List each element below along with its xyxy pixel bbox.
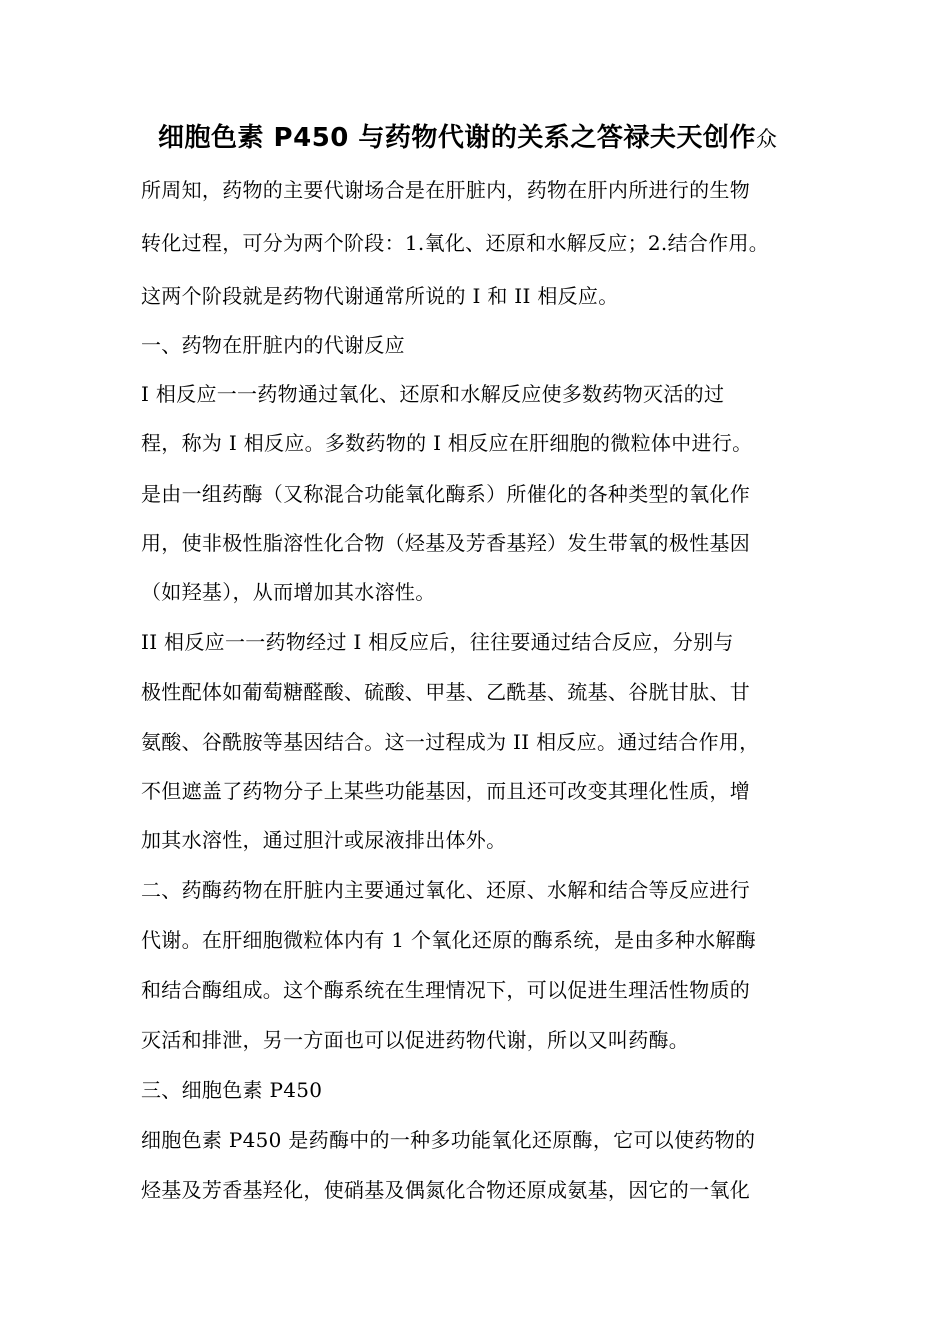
body-line: 烃基及芳香基羟化，使硝基及偶氮化合物还原成氨基，因它的一氧化 <box>141 1178 750 1202</box>
body-line: 代谢。在肝细胞微粒体内有 1 个氧化还原的酶系统，是由多种水解酶 <box>141 928 757 952</box>
body-line: 细胞色素 P450 是药酶中的一种多功能氧化还原酶，它可以使药物的 <box>141 1128 756 1152</box>
body-line: 这两个阶段就是药物代谢通常所说的 I 和 II 相反应。 <box>141 284 619 308</box>
section-heading: 一、药物在肝脏内的代谢反应 <box>141 333 405 357</box>
body-line: 转化过程，可分为两个阶段：1.氧化、还原和水解反应；2.结合作用。 <box>141 231 770 255</box>
title-suffix: 众 <box>755 127 778 151</box>
body-line: 和结合酶组成。这个酶系统在生理情况下，可以促进生理活性物质的 <box>141 978 750 1002</box>
body-line: 用，使非极性脂溶性化合物（烃基及芳香基羟）发生带氧的极性基因 <box>141 531 750 555</box>
body-line: 加其水溶性，通过胆汁或尿液排出体外。 <box>141 828 507 852</box>
body-line: 氨酸、谷酰胺等基因结合。这一过程成为 II 相反应。通过结合作用， <box>141 730 760 754</box>
body-line: 不但遮盖了药物分子上某些功能基因，而且还可改变其理化性质，增 <box>141 779 750 803</box>
body-line: 是由一组药酶（又称混合功能氧化酶系）所催化的各种类型的氧化作 <box>141 482 750 506</box>
body-line: II 相反应一一药物经过 I 相反应后，往往要通过结合反应，分别与 <box>141 630 734 654</box>
title-main: 细胞色素 P450 与药物代谢的关系之答禄夫天创作 <box>158 123 756 153</box>
body-line: 程，称为 I 相反应。多数药物的 I 相反应在肝细胞的微粒体中进行。 <box>141 431 753 455</box>
section-heading: 二、药酶药物在肝脏内主要通过氧化、还原、水解和结合等反应进行 <box>141 878 750 902</box>
body-line: 灭活和排泄，另一方面也可以促进药物代谢，所以又叫药酶。 <box>141 1028 690 1052</box>
section-heading: 三、细胞色素 P450 <box>141 1078 323 1102</box>
body-line: 所周知，药物的主要代谢场合是在肝脏内，药物在肝内所进行的生物 <box>141 178 750 202</box>
body-line: （如羟基），从而增加其水溶性。 <box>141 580 436 604</box>
body-line: 极性配体如葡萄糖醛酸、硫酸、甲基、乙酰基、巯基、谷胱甘肽、甘 <box>141 680 750 704</box>
document-title <box>158 118 777 159</box>
body-line: I 相反应一一药物通过氧化、还原和水解反应使多数药物灭活的过 <box>141 382 725 406</box>
